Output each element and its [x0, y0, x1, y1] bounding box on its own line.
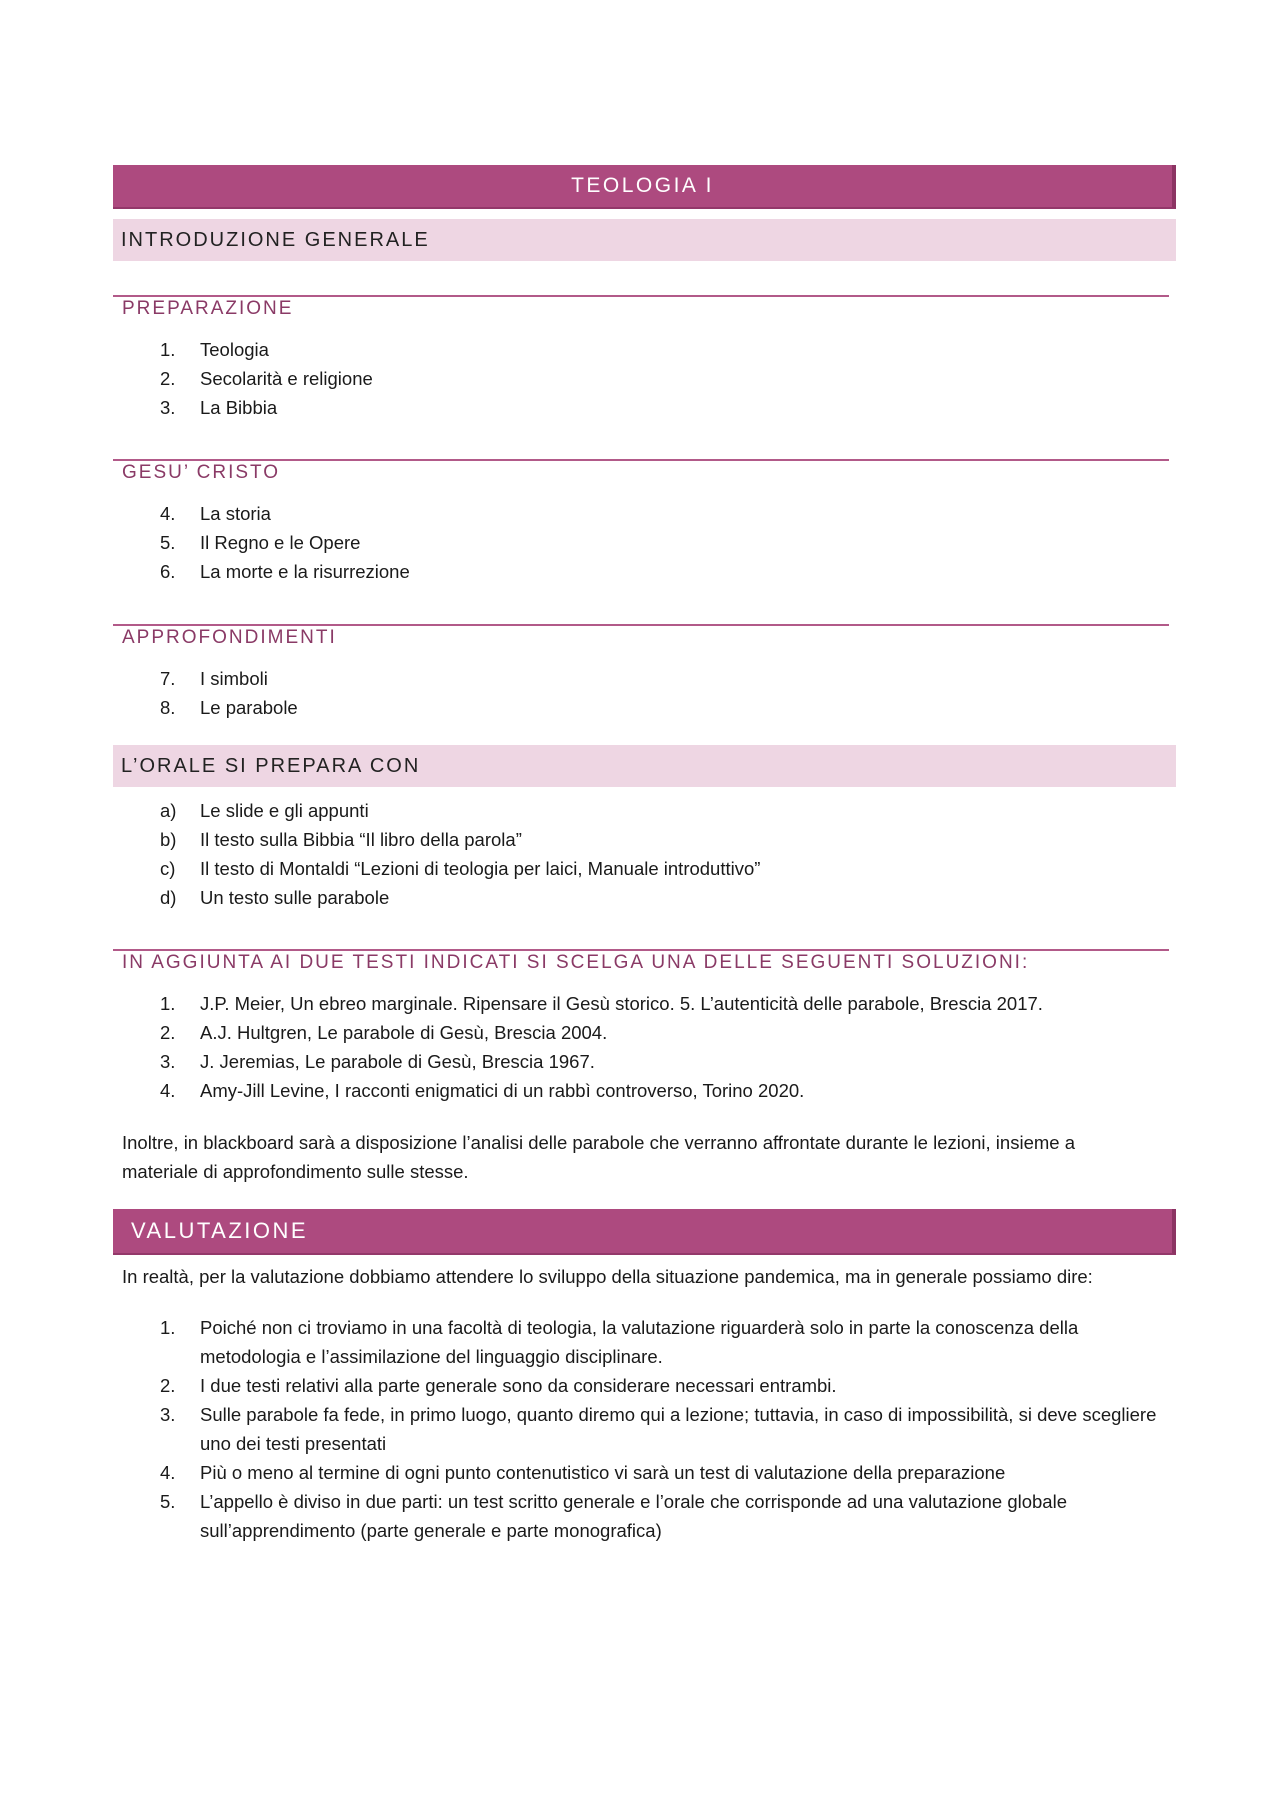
list-text: J.P. Meier, Un ebreo marginale. Ripensare il Gesù storico. 5. L’autenticità delle parabole, Brescia 2017.	[200, 993, 1043, 1014]
document-title: TEOLOGIA I	[113, 165, 1176, 209]
section-divider	[113, 624, 1169, 626]
list-number: 7.	[160, 668, 176, 689]
list-text: I due testi relativi alla parte generale sono da considerare necessari entrambi.	[200, 1375, 837, 1396]
list-text: Poiché non ci troviamo in una facoltà di teologia, la valutazione riguarderà solo in parte la conoscenza della metodologia e l’assimilazione del linguaggio disciplinare.	[200, 1317, 1079, 1367]
section-heading-preparazione: PREPARAZIONE	[122, 298, 294, 319]
list-number: 2.	[160, 1022, 176, 1043]
list-item	[160, 664, 1180, 693]
list-item	[160, 393, 1180, 422]
list-item	[160, 1487, 1180, 1545]
list-item	[160, 1076, 1180, 1105]
list-text: Amy-Jill Levine, I racconti enigmatici di un rabbì controverso, Torino 2020.	[200, 1080, 805, 1101]
list-number: a)	[160, 800, 177, 821]
oral-list	[160, 796, 1180, 912]
additional-list	[160, 989, 1180, 1105]
list-text: La storia	[200, 503, 271, 524]
list-number: 3.	[160, 1051, 176, 1072]
list-item	[160, 335, 1180, 364]
list-text: J. Jeremias, Le parabole di Gesù, Brescia 1967.	[200, 1051, 595, 1072]
list-text: Il testo sulla Bibbia “Il libro della parola”	[200, 829, 522, 850]
additional-note: Inoltre, in blackboard sarà a disposizione l’analisi delle parabole che verranno affrontate durante le lezioni, insieme a materiale di approfondimento sulle stesse.	[122, 1132, 1075, 1182]
list-item	[160, 1047, 1180, 1076]
section-heading-gesu-cristo: GESU’ CRISTO	[122, 462, 281, 483]
evaluation-intro: In realtà, per la valutazione dobbiamo attendere lo sviluppo della situazione pandemica, ma in generale possiamo dire:	[122, 1266, 1093, 1287]
list-text: Sulle parabole fa fede, in primo luogo, quanto diremo qui a lezione; tuttavia, in caso di impossibilità, si deve scegliere uno dei testi presentati	[200, 1404, 1157, 1454]
list-item	[160, 1018, 1180, 1047]
list-item	[160, 1458, 1180, 1487]
section-heading-additional: IN AGGIUNTA AI DUE TESTI INDICATI SI SCELGA UNA DELLE SEGUENTI SOLUZIONI:	[122, 952, 1030, 973]
list-number: 2.	[160, 1375, 176, 1396]
list-number: 3.	[160, 397, 176, 418]
evaluation-list	[160, 1313, 1180, 1545]
gesu-cristo-list	[160, 499, 1180, 586]
list-item	[160, 693, 1180, 722]
preparazione-list	[160, 335, 1180, 422]
list-item	[160, 825, 1180, 854]
list-number: d)	[160, 887, 177, 908]
oral-heading: L’ORALE SI PREPARA CON	[113, 745, 1176, 787]
list-text: I simboli	[200, 668, 268, 689]
list-text: La morte e la risurrezione	[200, 561, 410, 582]
list-item	[160, 883, 1180, 912]
list-item	[160, 1400, 1180, 1458]
list-item	[160, 528, 1180, 557]
list-number: 5.	[160, 532, 176, 553]
list-number: 4.	[160, 1080, 176, 1101]
section-divider	[113, 295, 1169, 297]
list-item	[160, 364, 1180, 393]
list-item	[160, 854, 1180, 883]
list-text: Il Regno e le Opere	[200, 532, 361, 553]
list-number: b)	[160, 829, 177, 850]
list-item	[160, 796, 1180, 825]
list-number: 2.	[160, 368, 176, 389]
list-number: 4.	[160, 503, 176, 524]
list-number: 8.	[160, 697, 176, 718]
list-text: Secolarità e religione	[200, 368, 373, 389]
list-number: 6.	[160, 561, 176, 582]
list-text: L’appello è diviso in due parti: un test scritto generale e l’orale che corrisponde ad una valutazione globale sull’apprendimento (parte generale e parte monografica)	[200, 1491, 1067, 1541]
list-text: Un testo sulle parabole	[200, 887, 390, 908]
list-number: 4.	[160, 1462, 176, 1483]
list-text: A.J. Hultgren, Le parabole di Gesù, Brescia 2004.	[200, 1022, 608, 1043]
section-heading-approfondimenti: APPROFONDIMENTI	[122, 627, 337, 648]
approfondimenti-list	[160, 664, 1180, 722]
list-number: 1.	[160, 993, 176, 1014]
list-item	[160, 557, 1180, 586]
list-text: Teologia	[200, 339, 269, 360]
list-text: Il testo di Montaldi “Lezioni di teologia per laici, Manuale introduttivo”	[200, 858, 761, 879]
list-item	[160, 989, 1180, 1018]
section-divider	[113, 459, 1169, 461]
list-item	[160, 499, 1180, 528]
list-number: 1.	[160, 1317, 176, 1338]
list-number: 1.	[160, 339, 176, 360]
section-divider	[113, 949, 1169, 951]
list-text: La Bibbia	[200, 397, 278, 418]
list-number: 5.	[160, 1491, 176, 1512]
list-number: 3.	[160, 1404, 176, 1425]
list-text: Le parabole	[200, 697, 298, 718]
list-number: c)	[160, 858, 176, 879]
list-text: Le slide e gli appunti	[200, 800, 369, 821]
evaluation-heading: VALUTAZIONE	[113, 1209, 1176, 1255]
list-text: Più o meno al termine di ogni punto contenutistico vi sarà un test di valutazione della preparazione	[200, 1462, 1006, 1483]
list-item	[160, 1371, 1180, 1400]
intro-heading: INTRODUZIONE GENERALE	[113, 219, 1176, 261]
list-item	[160, 1313, 1180, 1371]
